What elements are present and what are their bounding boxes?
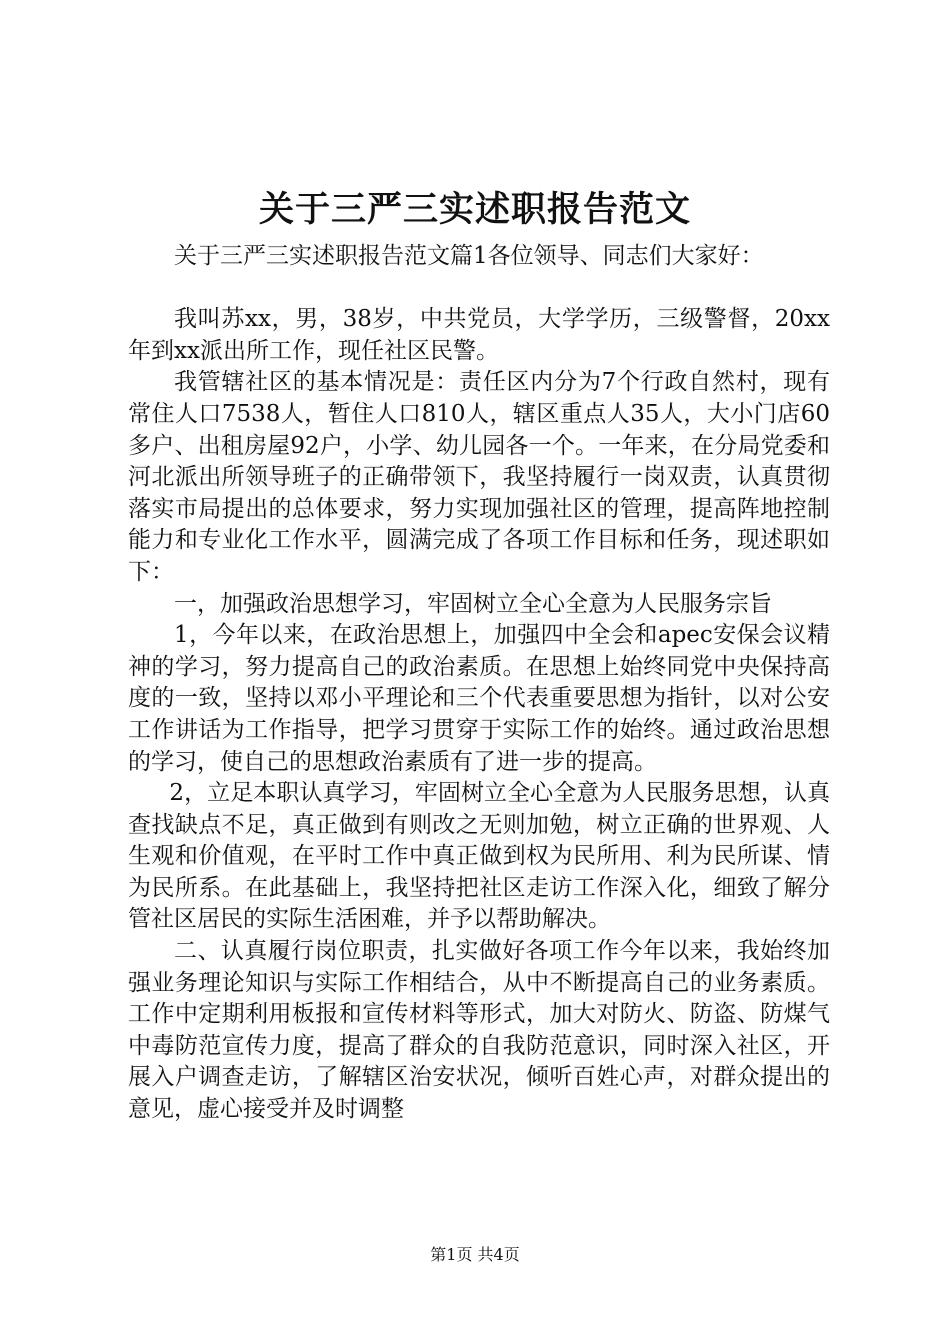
- document-title: 关于三严三实述职报告范文: [258, 189, 691, 230]
- paragraph-greeting: 关于三严三实述职报告范文篇1各位领导、同志们大家好：: [174, 243, 764, 269]
- paragraph-section-one-heading: 一，加强政治思想学习，牢固树立全心全意为人民服务宗旨: [174, 590, 772, 617]
- paragraph-community: 我管辖社区的基本情况是：责任区内分为7个行政自然村，现有常住人口7538人，暂住人口810人，辖区重点人35人，大小门店60多户、出租房屋92户，小学、幼儿园各一个。一年来，在分局党委和河北派出所领导班子的正确带领下，我坚持履行一岗双责，认真贯彻落实市局提出的总体要求，努力实现加强社区的管理，提高阵地控制能力和专业化工作水平，圆满完成了各项工作目标和任务，现述职如下：: [128, 369, 830, 585]
- paragraph-intro: 我叫苏xx，男，38岁，中共党员，大学学历，三级警督，20xx年到xx派出所工作，现任社区民警。: [128, 306, 830, 364]
- paragraph-section-two: 二、认真履行岗位职责，扎实做好各项工作今年以来，我始终加强业务理论知识与实际工作相结合，从中不断提高自己的业务素质。工作中定期利用板报和宣传材料等形式，加大对防火、防盗、防煤气中毒防范宣传力度，提高了群众的自我防范意识，同时深入社区，开展入户调查走访，了解辖区治安状况，倾听百姓心声，对群众提出的意见，虚心接受并及时调整: [128, 938, 830, 1123]
- paragraph-item-two: 2，立足本职认真学习，牢固树立全心全意为人民服务思想，认真查找缺点不足，真正做到有则改之无则加勉，树立正确的世界观、人生观和价值观，在平时工作中真正做到权为民所用、利为民所谋、情为民所系。在此基础上，我坚持把社区走访工作深入化，细致了解分管社区居民的实际生活困难，并予以帮助解决。: [128, 780, 830, 933]
- paragraph-item-one: 1，今年以来，在政治思想上，加强四中全会和apec安保会议精神的学习，努力提高自己的政治素质。在思想上始终同党中央保持高度的一致，坚持以邓小平理论和三个代表重要思想为指针，以对公安工作讲话为工作指导，把学习贯穿于实际工作的始终。通过政治思想的学习，使自己的思想政治素质有了进一步的提高。: [128, 622, 830, 775]
- document-body: [128, 241, 830, 1126]
- page-number: 第1页 共4页: [430, 1245, 520, 1264]
